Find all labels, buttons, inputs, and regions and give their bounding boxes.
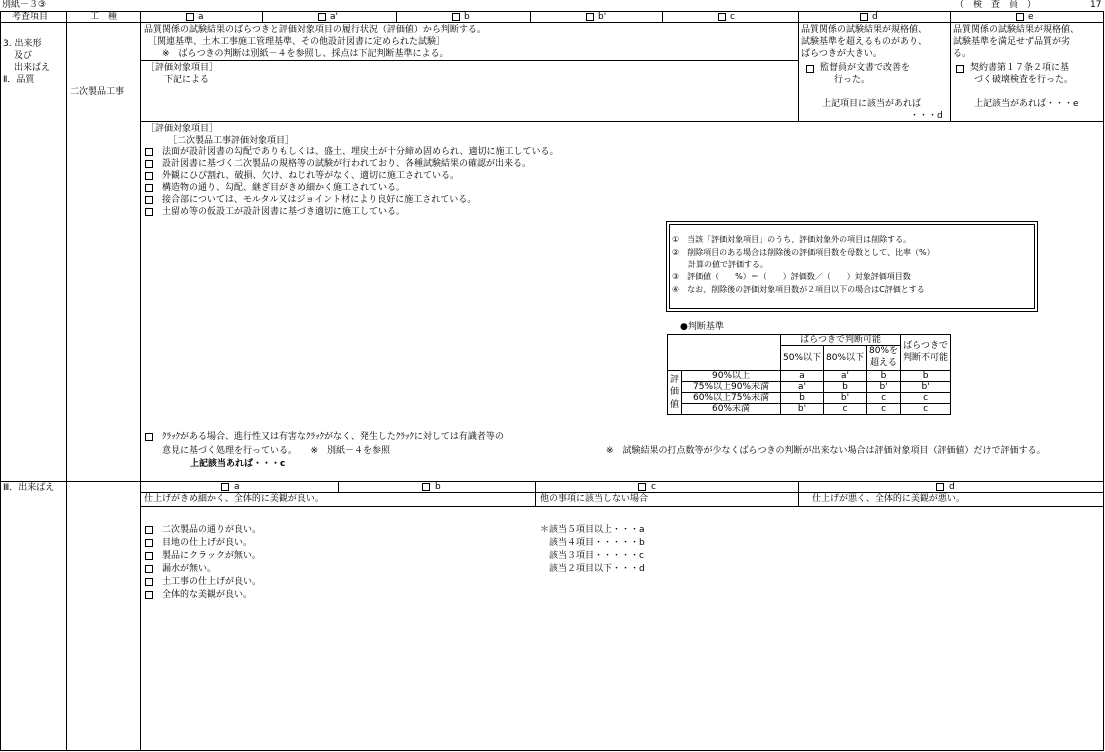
finish-grade-a-label: a bbox=[234, 482, 240, 492]
border-bottom bbox=[0, 750, 1104, 751]
criteria-group-head: ばらつきで判断可能 bbox=[781, 335, 901, 346]
finish-ab-desc: 仕上げがきめ細かく、全体的に美観が良い。 bbox=[144, 494, 324, 504]
border-top bbox=[0, 11, 1104, 12]
grade-d-note-1: 上記項目に該当があれば bbox=[822, 99, 922, 109]
eval-target-below: 下記による bbox=[164, 75, 210, 85]
inspector-label: （ 検 査 員 ） bbox=[955, 0, 1037, 10]
finish-item-checkbox[interactable] bbox=[145, 552, 153, 560]
finish-grade-c-checkbox[interactable] bbox=[638, 483, 646, 491]
criteria-col-undeterminable: ばらつきで 判断不可能 bbox=[901, 335, 951, 371]
eval-item: 接合部については、モルタル又はジョイント材により良好に施工されている。 bbox=[162, 195, 477, 205]
finish-item: 全体的な美観が良い。 bbox=[162, 590, 253, 600]
grade-e-desc-3: る。 bbox=[953, 49, 972, 59]
grade-c-checkbox[interactable] bbox=[718, 13, 726, 21]
divider-grade bbox=[530, 11, 531, 22]
item-dekigata: 3. 出来形 bbox=[3, 39, 42, 49]
criteria-cell: b bbox=[901, 371, 951, 382]
grade-c-label: c bbox=[730, 12, 735, 22]
note-line: ③ 評価値（ %）＝（ ）評価数／（ ）対象評価項目数 bbox=[672, 272, 911, 281]
grade-a-prime-checkbox[interactable] bbox=[318, 13, 326, 21]
criteria-cell: c bbox=[867, 404, 901, 415]
grade-b-label: b bbox=[464, 12, 470, 22]
finish-item: 製品にクラックが無い。 bbox=[162, 551, 261, 561]
column-item-header: 考査項目 bbox=[12, 12, 49, 22]
destructive-inspection-checkbox[interactable] bbox=[956, 65, 964, 73]
note-line: ② 削除項目のある場合は削除後の評価項目数を母数として、比率（%） bbox=[672, 248, 935, 257]
criteria-cell: c bbox=[867, 393, 901, 404]
criteria-cell: b' bbox=[901, 382, 951, 393]
divider-item bbox=[66, 11, 67, 751]
work-type: 二次製品工事 bbox=[70, 87, 125, 97]
criteria-row-label: 90%以上 bbox=[682, 371, 781, 382]
grade-a-prime-label: a' bbox=[330, 12, 338, 22]
divider-work bbox=[140, 11, 141, 751]
finish-item: 土工事の仕上げが良い。 bbox=[162, 577, 262, 587]
divider-grade bbox=[662, 11, 663, 22]
divider-finish bbox=[535, 481, 536, 506]
note-line: ④ なお、削除後の評価対象項目数が２項目以下の場合はC評価とする bbox=[672, 285, 925, 294]
eval-item: 設計図書に基づく二次製品の規格等の試験が行われており、各種試験結果の確認が出来る。 bbox=[162, 159, 532, 169]
finish-grade-b-label: b bbox=[435, 482, 441, 492]
note-line: 計算の値で評価する。 bbox=[672, 260, 768, 269]
supervisor-improvement-1: 監督員が文書で改善を bbox=[820, 63, 911, 73]
criteria-cell: b bbox=[867, 371, 901, 382]
page-number: 17 bbox=[1090, 0, 1102, 10]
destructive-inspection-1: 契約書第１７条２項に基 bbox=[970, 63, 1070, 73]
grade-a-label: a bbox=[198, 12, 204, 22]
criteria-row-label: 60%未満 bbox=[682, 404, 781, 415]
divider-section bbox=[0, 481, 1104, 482]
finish-grade-b-checkbox[interactable] bbox=[422, 483, 430, 491]
criteria-col-50: 50%以下 bbox=[781, 346, 824, 371]
criteria-cell: b bbox=[781, 393, 824, 404]
column-work-header: 工 種 bbox=[90, 12, 118, 22]
grade-d-desc-3: ばらつきが大きい。 bbox=[801, 49, 882, 59]
eval-target-label: ［評価対象項目］ bbox=[146, 63, 219, 73]
eval-item: 外観にひび割れ、破損、欠け、ねじれ等がなく、適切に施工されている。 bbox=[162, 171, 460, 181]
finish-scoring: 該当３項目・・・・・c bbox=[540, 551, 644, 561]
criteria-col-over80: 80%を 超える bbox=[867, 346, 901, 371]
grade-d-desc-2: 試験基準を超えるものがあり、 bbox=[801, 37, 928, 47]
item-quality: Ⅱ．品質 bbox=[3, 75, 35, 85]
grade-d-checkbox[interactable] bbox=[860, 13, 868, 21]
criteria-cell: b' bbox=[867, 382, 901, 393]
eval-target-label-2: ［評価対象項目］ bbox=[146, 124, 219, 134]
grade-e-note: 上記該当があれば・・・e bbox=[974, 99, 1079, 109]
grade-b-prime-label: b' bbox=[598, 12, 607, 22]
quality-footnote: ※ 試験結果の打点数等が少なくばらつきの判断が出来ない場合は評価対象項目（評価値）だけで評価する。 bbox=[606, 446, 1046, 456]
item-dekibae: 出来ばえ bbox=[14, 63, 51, 73]
divider-grade bbox=[950, 11, 951, 121]
divider-finish bbox=[338, 481, 339, 492]
item-finish: Ⅲ．出来ばえ bbox=[3, 483, 55, 493]
divider-finish-desc bbox=[140, 506, 1104, 507]
grade-d-desc-1: 品質関係の試験結果が規格値、 bbox=[801, 25, 928, 35]
sheet-reference: 別紙－３③ bbox=[2, 0, 47, 10]
eval-item: 法面が設計図書の勾配でありもしくは、盛土、埋戻土が十分締め固められ、適切に施工している。 bbox=[162, 147, 559, 157]
finish-item-checkbox[interactable] bbox=[145, 526, 153, 534]
crack-desc-3: 上記該当あれば・・・c bbox=[190, 459, 286, 469]
finish-scoring: ＊該当５項目以上・・・a bbox=[540, 525, 645, 535]
criteria-cell: a' bbox=[781, 382, 824, 393]
finish-item: 目地の仕上げが良い。 bbox=[162, 538, 253, 548]
finish-c-desc: 他の事項に該当しない場合 bbox=[540, 494, 649, 504]
divider-grade bbox=[396, 11, 397, 22]
criteria-cell: c bbox=[901, 404, 951, 415]
criteria-col-80: 80%以下 bbox=[824, 346, 867, 371]
finish-grade-d-checkbox[interactable] bbox=[936, 483, 944, 491]
border-header-bottom bbox=[0, 22, 1104, 23]
criteria-title: ●判断基準 bbox=[680, 322, 724, 332]
crack-desc-2: 意見に基づく処理を行っている。 ※ 別紙－４を参照 bbox=[162, 446, 391, 456]
criteria-corner bbox=[668, 335, 781, 371]
supervisor-improvement-checkbox[interactable] bbox=[806, 65, 814, 73]
finish-grade-c-label: c bbox=[651, 482, 656, 492]
criteria-side-label: 評 価 値 bbox=[668, 371, 682, 415]
eval-item-checkbox[interactable] bbox=[145, 172, 153, 180]
eval-item-checkbox[interactable] bbox=[145, 148, 153, 156]
supervisor-improvement-2: 行った。 bbox=[834, 75, 871, 85]
eval-item: 土留め等の仮設工が設計図書に基づき適切に施工している。 bbox=[162, 207, 406, 217]
finish-item-checkbox[interactable] bbox=[145, 591, 153, 599]
crack-checkbox[interactable] bbox=[145, 433, 153, 441]
finish-grade-a-checkbox[interactable] bbox=[221, 483, 229, 491]
finish-item: 漏水が無い。 bbox=[162, 564, 217, 574]
border-right bbox=[1103, 11, 1104, 751]
eval-sub-label: ［二次製品工事評価対象項目］ bbox=[168, 136, 295, 146]
crack-desc-1: ｸﾗｯｸがある場合、進行性又は有害なｸﾗｯｸがなく、発生したｸﾗｯｸに対しては有識者等の bbox=[162, 432, 504, 442]
criteria-cell: c bbox=[901, 393, 951, 404]
grade-e-label: e bbox=[1028, 12, 1034, 22]
criteria-cell: b' bbox=[824, 393, 867, 404]
eval-item-checkbox[interactable] bbox=[145, 196, 153, 204]
grade-e-desc-2: 試験基準を満足せず品質が劣 bbox=[953, 37, 1071, 47]
finish-item-checkbox[interactable] bbox=[145, 539, 153, 547]
eval-item: 構造物の通り、勾配、継ぎ目がきめ細かく施工されている。 bbox=[162, 183, 406, 193]
finish-grade-d-label: d bbox=[949, 482, 955, 492]
divider-quality-desc bbox=[140, 60, 798, 61]
quality-desc-1: 品質関係の試験結果のばらつきと評価対象項目の履行状況（評価値）から判断する。 bbox=[144, 25, 486, 35]
eval-item-checkbox[interactable] bbox=[145, 160, 153, 168]
divider-grade bbox=[262, 11, 263, 22]
divider-finish-head bbox=[140, 492, 1104, 493]
divider-finish bbox=[798, 481, 799, 506]
criteria-table bbox=[667, 334, 951, 415]
criteria-cell: c bbox=[824, 404, 867, 415]
criteria-cell: a' bbox=[824, 371, 867, 382]
grade-d-label: d bbox=[872, 12, 878, 22]
finish-d-desc: 仕上げが悪く、全体的に美観が悪い。 bbox=[812, 494, 965, 504]
note-line: ① 当該「評価対象項目」のうち、評価対象外の項目は削除する。 bbox=[672, 235, 912, 244]
grade-e-desc-1: 品質関係の試験結果が規格値、 bbox=[953, 25, 1080, 35]
quality-desc-2: ［関連基準、土木工事施工管理基準、その他設計図書に定められた試験］ bbox=[148, 37, 446, 47]
finish-item: 二次製品の通りが良い。 bbox=[162, 525, 262, 535]
divider-grade bbox=[798, 11, 799, 121]
grade-e-checkbox[interactable] bbox=[1016, 13, 1024, 21]
eval-item-checkbox[interactable] bbox=[145, 184, 153, 192]
grade-b-prime-checkbox[interactable] bbox=[586, 13, 594, 21]
finish-scoring: 該当２項目以下・・・d bbox=[540, 564, 645, 574]
finish-scoring: 該当４項目・・・・・b bbox=[540, 538, 645, 548]
finish-item-checkbox[interactable] bbox=[145, 565, 153, 573]
quality-desc-3: ※ ばらつきの判断は別紙－４を参照し、採点は下記判断基準による。 bbox=[162, 49, 449, 59]
criteria-cell: b' bbox=[781, 404, 824, 415]
grade-a-checkbox[interactable] bbox=[186, 13, 194, 21]
destructive-inspection-2: づく破壊検査を行った。 bbox=[974, 75, 1074, 85]
criteria-row-label: 75%以上90%未満 bbox=[682, 382, 781, 393]
grade-d-note-2: ・・・d bbox=[910, 111, 943, 121]
grade-b-checkbox[interactable] bbox=[452, 13, 460, 21]
finish-item-checkbox[interactable] bbox=[145, 578, 153, 586]
criteria-cell: b bbox=[824, 382, 867, 393]
border-left bbox=[0, 11, 1, 751]
item-oyobi: 及び bbox=[14, 51, 33, 61]
criteria-cell: a bbox=[781, 371, 824, 382]
divider-quality-eval bbox=[140, 121, 1104, 122]
eval-item-checkbox[interactable] bbox=[145, 208, 153, 216]
criteria-row-label: 60%以上75%未満 bbox=[682, 393, 781, 404]
